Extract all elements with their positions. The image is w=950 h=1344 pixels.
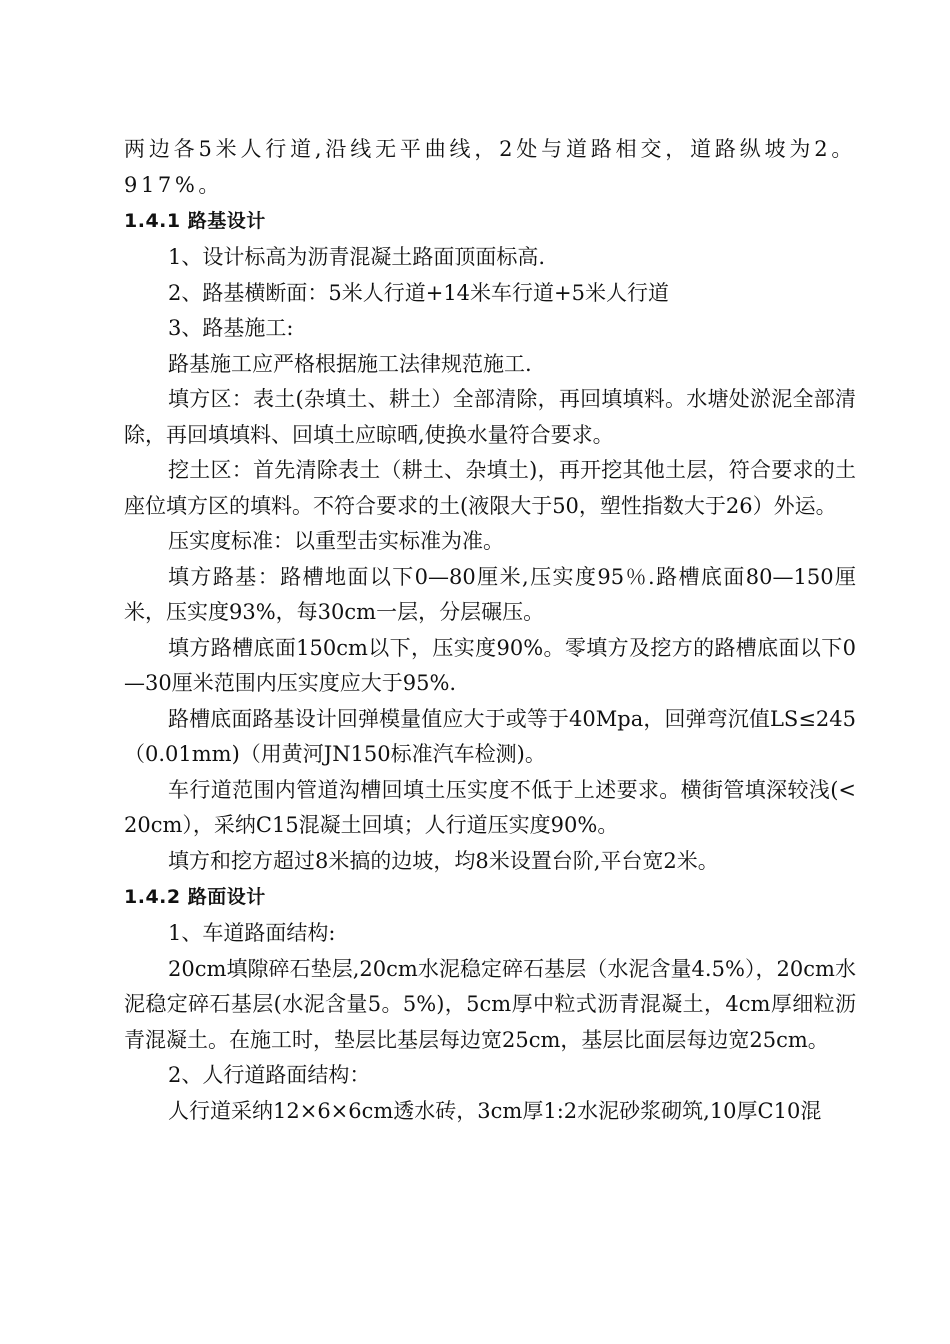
document-page [124,132,856,1129]
section-heading-pavement: 1.4.2 路面设计 [124,886,266,908]
paragraph-compaction-standard: 压实度标准：以重型击实标准为准。 [168,529,504,553]
paragraph-construction-rule: 路基施工应严格根据施工法律规范施工. [168,351,532,376]
paragraph-sidewalk-structure: 人行道采纳12×6×6cm透水砖，3cm厚1:2水泥砂浆砌筑,10厚C10混 [168,1098,822,1123]
paragraph-excavation-area: 挖土区：首先清除表土（耕土、杂填土)，再开挖其他土层，符合要求的土座位填方区的填料。不符合要求的土(液限大于50，塑性指数大于26）外运。 [124,458,856,518]
paragraph-design-elevation: 1、设计标高为沥青混凝土路面顶面标高. [168,245,546,269]
paragraph-construction-title: 3、路基施工: [168,316,294,340]
paragraph-resilient-modulus: 路槽底面路基设计回弹模量值应大于或等于40Mpa，回弹弯沉值LS≤245（0.01mm)（用黄河JN150标准汽车检测)。 [124,706,856,766]
paragraph-fill-below-150: 填方路槽底面150cm以下，压实度90%。零填方及挖方的路槽底面以下0—30厘米范围内压实度应大于95%. [124,635,856,695]
paragraph-cross-section: 2、路基横断面：5米人行道+14米车行道+5米人行道 [168,280,669,305]
paragraph-trench-backfill: 车行道范围内管道沟槽回填土压实度不低于上述要求。横街管填深较浅(<20cm），采纳C15混凝土回填；人行道压实度90%。 [124,777,856,837]
paragraph-roadway-structure: 20cm填隙碎石垫层,20cm水泥稳定碎石基层（水泥含量4.5%），20cm水泥稳定碎石基层(水泥含量5。5%)，5cm厚中粒式沥青混凝土，4cm厚细粒沥青混凝土。在施工时，垫层比基层每边宽25cm，基层比面层每边宽25cm。 [124,956,856,1052]
paragraph-slope-steps: 填方和挖方超过8米搞的边坡，均8米设置台阶,平台宽2米。 [168,848,719,873]
paragraph-sidewalk-structure-title: 2、人行道路面结构： [168,1063,371,1087]
intro-paragraph: 两边各5米人行道,沿线无平曲线，2处与道路相交，道路纵坡为2。917%。 [124,137,856,197]
paragraph-fill-subgrade: 填方路基：路槽地面以下0—80厘米,压实度95％.路槽底面80—150厘米，压实度93%，每30cm一层，分层碾压。 [124,564,856,624]
section-heading-subgrade: 1.4.1 路基设计 [124,210,266,232]
paragraph-fill-area: 填方区：表土(杂填土、耕土）全部清除，再回填填料。水塘处淤泥全部清除，再回填填料、回填土应晾晒,使换水量符合要求。 [124,387,856,447]
paragraph-roadway-structure-title: 1、车道路面结构: [168,921,336,945]
